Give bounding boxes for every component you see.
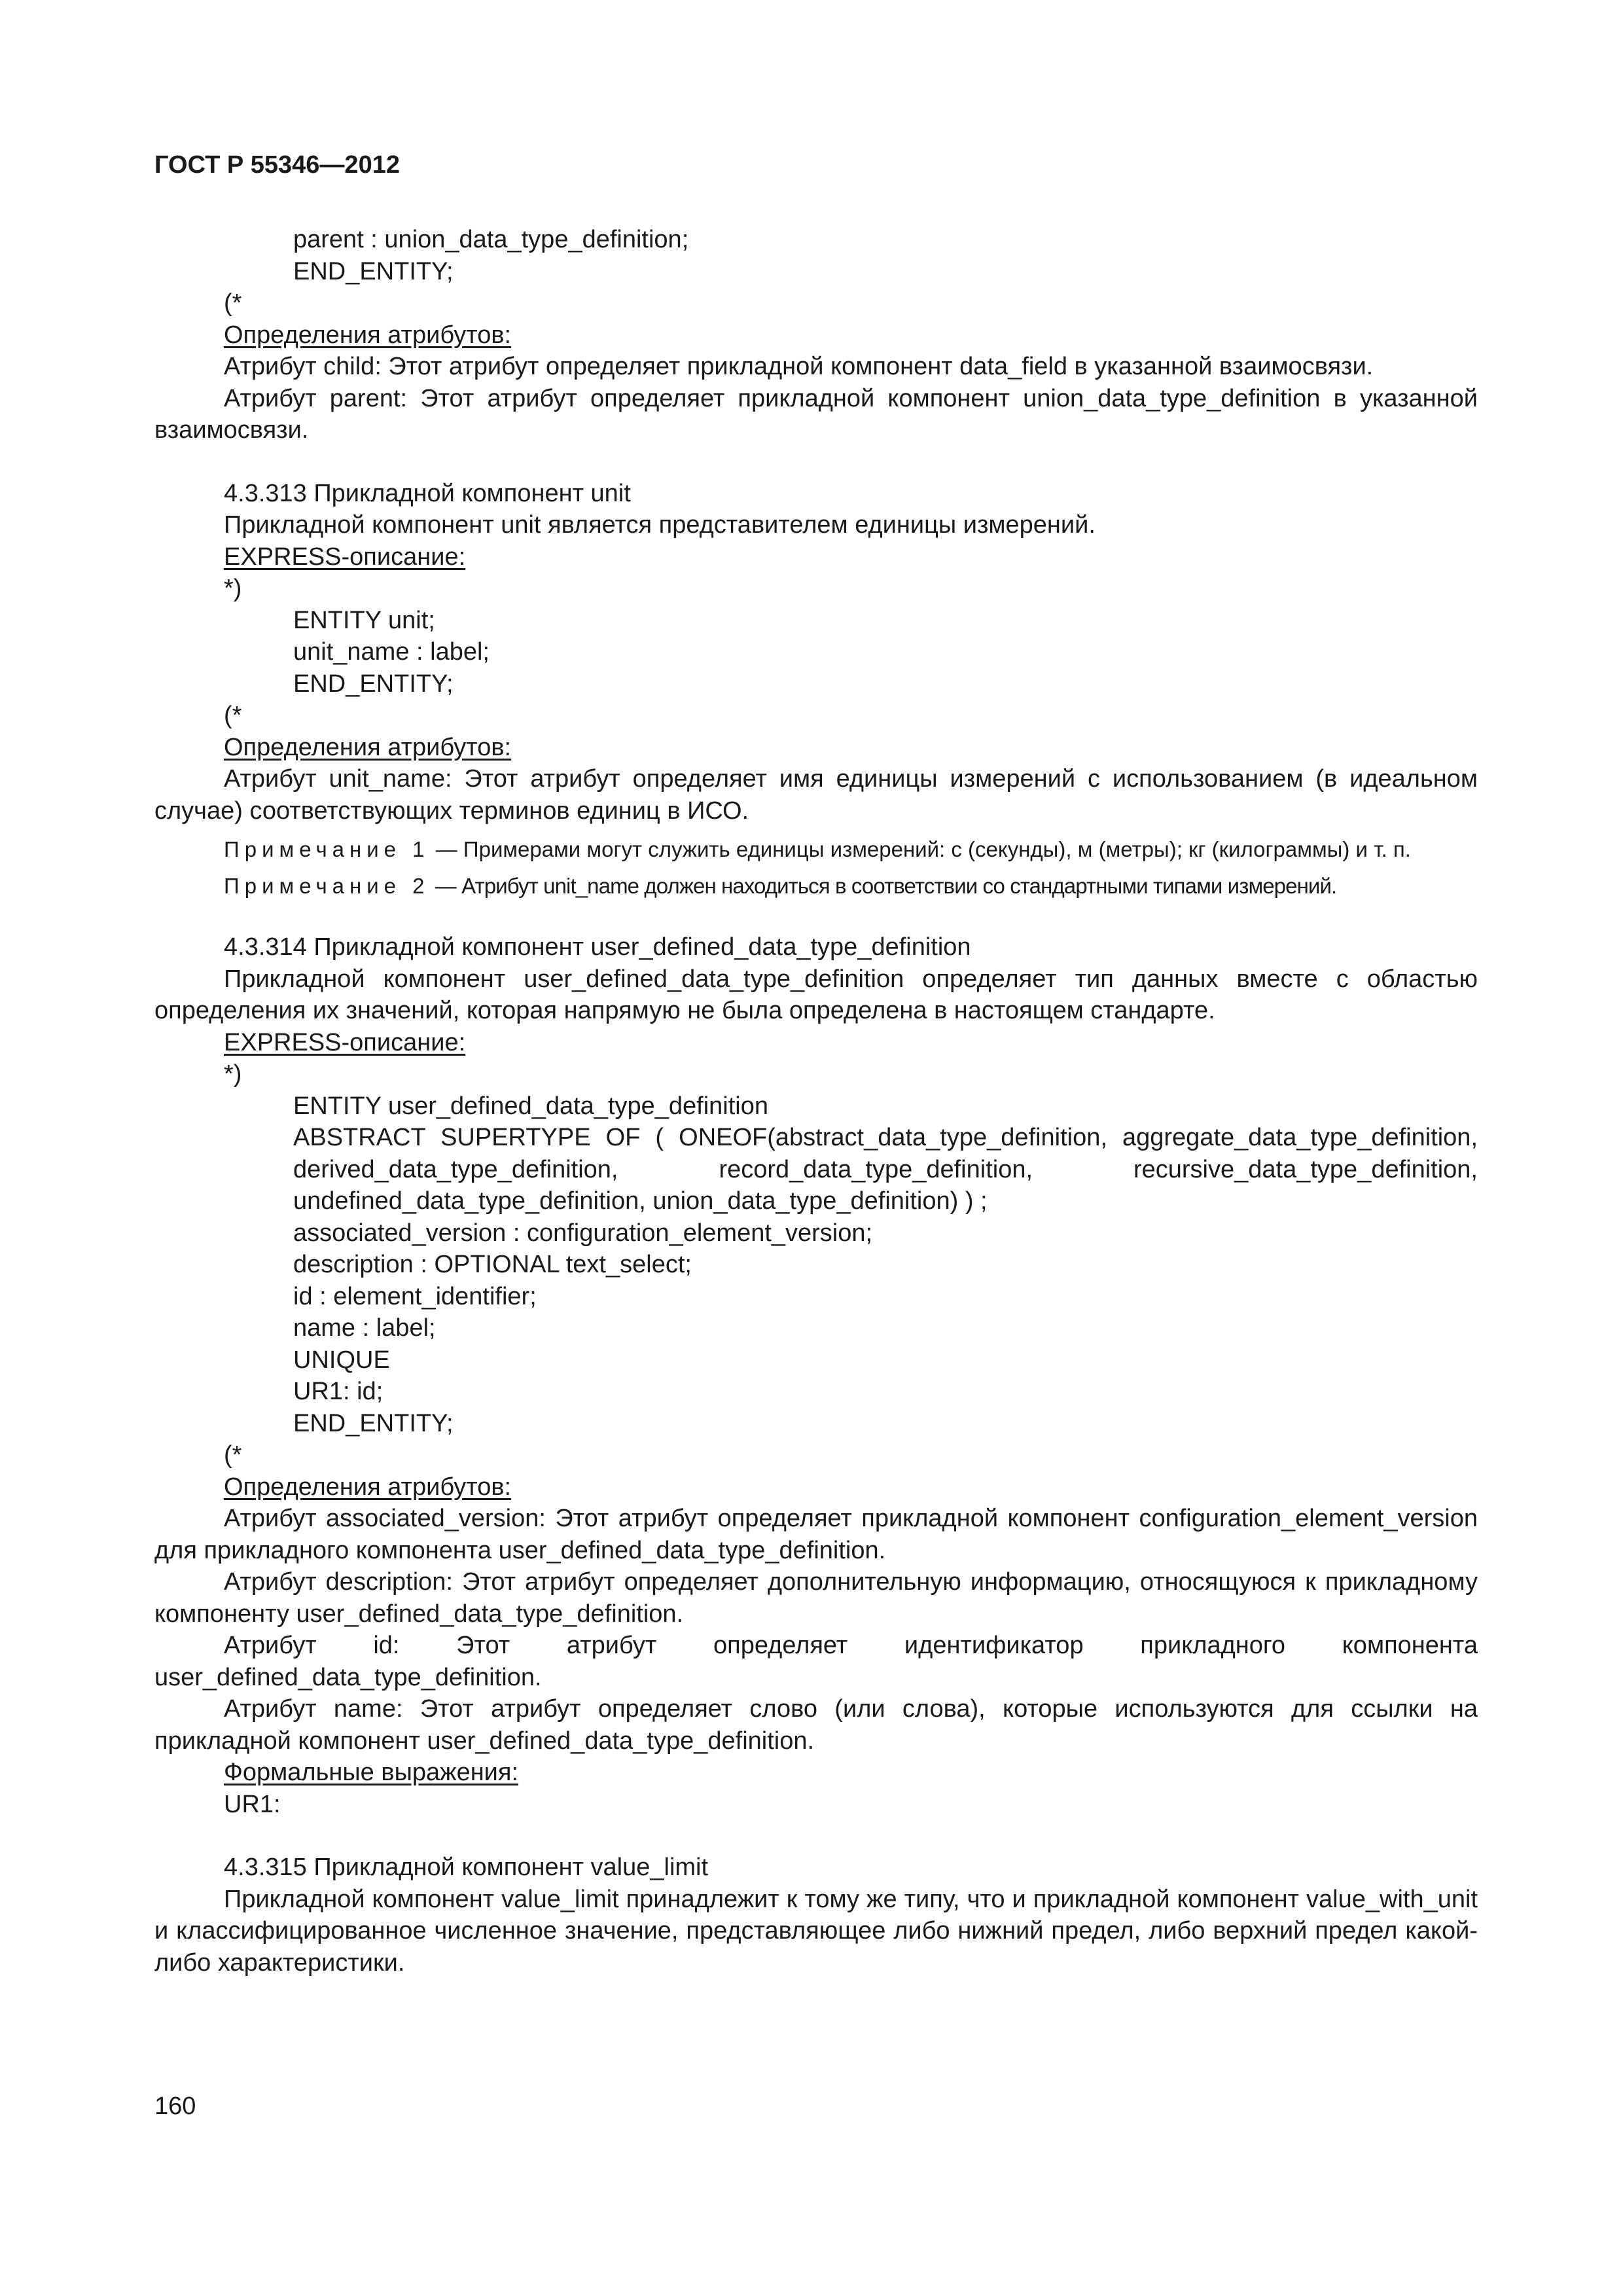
express-heading: EXPRESS-описание:	[224, 1028, 466, 1056]
attribute-definitions-heading: Определения атрибутов:	[224, 321, 512, 349]
note-text: — Примерами могут служить единицы измерений: с (секунды), м (метры); кг (килограммы) и т. п.	[429, 837, 1411, 861]
comment-open: (*	[224, 1441, 242, 1469]
document-header: ГОСТ Р 55346—2012	[154, 151, 400, 179]
formal-expressions-heading: Формальные выражения:	[224, 1759, 519, 1786]
code-line: name : label;	[293, 1314, 436, 1342]
express-heading: EXPRESS-описание:	[224, 543, 466, 571]
code-line: END_ENTITY;	[293, 257, 454, 285]
comment-close: *)	[224, 575, 242, 602]
note-label: Примечание 2	[224, 874, 430, 898]
code-line: id : element_identifier;	[293, 1282, 537, 1310]
comment-open: (*	[224, 289, 242, 317]
comment-open: (*	[224, 702, 242, 729]
code-line: parent : union_data_type_definition;	[293, 226, 689, 253]
note-label: Примечание 1	[224, 837, 430, 861]
attribute-definitions-heading: Определения атрибутов:	[224, 733, 512, 761]
code-line: END_ENTITY;	[293, 1409, 454, 1437]
code-line: associated_version : configuration_element_version;	[293, 1219, 873, 1247]
code-line: unit_name : label;	[293, 638, 490, 666]
paragraph: Атрибут name: Этот атрибут определяет слово (или слова), которые используются для ссылки на прикладной компонент user_defined_data_type_definition.	[154, 1695, 1478, 1755]
paragraph: Атрибут id: Этот атрибут определяет идентификатор прикладного компонента user_defined_data_type_definition.	[154, 1632, 1478, 1691]
section-heading: 4.3.313 Прикладной компонент unit	[224, 479, 631, 507]
paragraph: Прикладной компонент user_defined_data_type_definition определяет тип данных вместе с областью определения их значений, которая напрямую не была определена в настоящем стандарте.	[154, 965, 1478, 1024]
note	[154, 836, 1478, 863]
section-heading: 4.3.315 Прикладной компонент value_limit	[224, 1854, 709, 1881]
paragraph: Атрибут description: Этот атрибут определяет дополнительную информацию, относящуюся к прикладному компоненту user_defined_data_type_definition.	[154, 1568, 1478, 1628]
paragraph: Прикладной компонент value_limit принадлежит к тому же типу, что и прикладной компонент value_with_unit и классифицированное численное значение, представляющее либо нижний предел, либо верхний предел какой-либо характеристики.	[154, 1885, 1478, 1977]
paragraph: Атрибут associated_version: Этот атрибут определяет прикладной компонент configuration_element_version для прикладного компонента user_defined_data_type_definition.	[154, 1505, 1478, 1564]
code-line: ENTITY user_defined_data_type_definition	[293, 1092, 769, 1120]
comment-close: *)	[224, 1060, 242, 1088]
paragraph: Прикладной компонент unit является представителем единицы измерений.	[224, 511, 1096, 539]
code-line: ENTITY unit;	[293, 606, 435, 634]
note	[154, 872, 1478, 900]
code-line: UR1: id;	[293, 1378, 383, 1405]
code-line: UNIQUE	[293, 1346, 390, 1374]
paragraph: Атрибут unit_name: Этот атрибут определяет имя единицы измерений с использованием (в идеальном случае) соответствующих терминов единиц в ИСО.	[154, 765, 1478, 825]
code-line: description : OPTIONAL text_select;	[293, 1251, 692, 1278]
attribute-definitions-heading: Определения атрибутов:	[224, 1473, 512, 1501]
code-line: ABSTRACT SUPERTYPE OF ( ONEOF(abstract_data_type_definition, aggregate_data_type_definition, derived_data_type_definition, record_data_type_definition, recursive_data_type_definition, undefined_data_type_definition, union_data_type_definition) ) ;	[293, 1124, 1478, 1215]
page-number: 160	[154, 2092, 196, 2120]
note-text: — Атрибут unit_name должен находиться в соответствии со стандартными типами измерений.	[429, 874, 1337, 898]
paragraph: Атрибут parent: Этот атрибут определяет прикладной компонент union_data_type_definition в указанной взаимосвязи.	[154, 384, 1478, 444]
section-heading: 4.3.314 Прикладной компонент user_defined_data_type_definition	[224, 933, 971, 961]
rule-label: UR1:	[224, 1790, 281, 1818]
page-content	[154, 224, 1478, 1979]
code-line: END_ENTITY;	[293, 670, 454, 698]
paragraph: Атрибут child: Этот атрибут определяет прикладной компонент data_field в указанной взаимосвязи.	[224, 353, 1374, 380]
